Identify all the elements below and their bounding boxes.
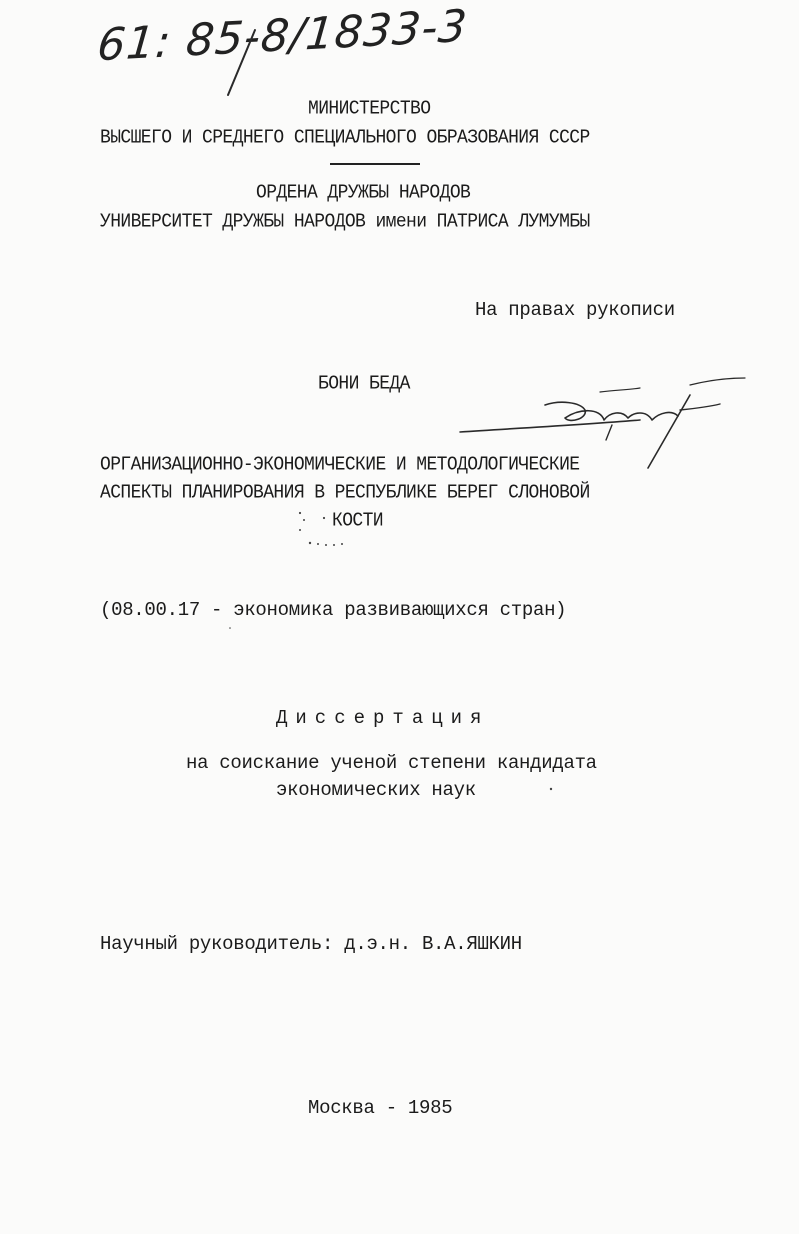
title-line-2: АСПЕКТЫ ПЛАНИРОВАНИЯ В РЕСПУБЛИКЕ БЕРЕГ СЛОНОВОЙ: [100, 482, 590, 504]
specialty-code: (08.00.17 - экономика развивающихся стран): [100, 599, 567, 621]
ministry-line-2: ВЫСШЕГО И СРЕДНЕГО СПЕЦИАЛЬНОГО ОБРАЗОВАНИЯ СССР: [100, 127, 590, 149]
university-line-2: УНИВЕРСИТЕТ ДРУЖБЫ НАРОДОВ имени ПАТРИСА ЛУМУМБЫ: [100, 211, 590, 233]
signature-top-mark: [600, 388, 640, 392]
title-line-1: ОРГАНИЗАЦИОННО-ЭКОНОМИЧЕСКИЕ И МЕТОДОЛОГИЧЕСКИЕ: [100, 454, 580, 476]
title-line-3: КОСТИ: [332, 510, 384, 532]
signature-tick: [606, 425, 612, 440]
university-line-1: ОРДЕНА ДРУЖБЫ НАРОДОВ: [256, 182, 471, 204]
signature-top-line: [690, 378, 745, 385]
supervisor: Научный руководитель: д.э.н. В.А.ЯШКИН: [100, 933, 522, 955]
signature-stroke: [648, 395, 690, 468]
signature-scribble: [545, 402, 678, 420]
city-year: Москва - 1985: [308, 1097, 453, 1119]
manuscript-rights: На правах рукописи: [475, 299, 675, 321]
degree-line-1: на соискание ученой степени кандидата: [186, 752, 597, 774]
handwritten-archive-code: 61: 85-8/1833-3: [95, 0, 470, 72]
author-name: БОНИ БЕДА: [318, 373, 410, 395]
signature-underline: [460, 420, 640, 432]
thesis-label: Диссертация: [276, 707, 490, 729]
signature-tail: [680, 404, 720, 410]
degree-line-2: экономических наук: [276, 779, 476, 801]
ministry-line-1: МИНИСТЕРСТВО: [308, 98, 431, 120]
header-divider: [330, 163, 420, 165]
scan-specks: [229, 512, 552, 790]
